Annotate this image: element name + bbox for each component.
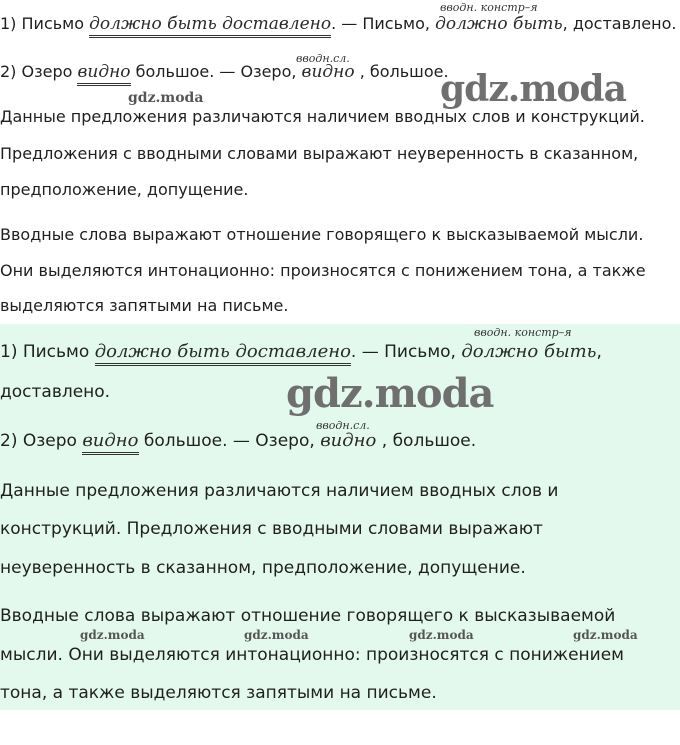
- predicate-phrase: должно быть доставлено: [95, 341, 351, 366]
- sentence-2: [0, 62, 449, 82]
- paragraph-line: предположение, допущение.: [0, 180, 249, 199]
- paragraph-line: Вводные слова выражают отношение говорящего к высказываемой: [0, 606, 616, 626]
- sentence-text: , большое.: [376, 431, 477, 451]
- predicate-word: видно: [77, 62, 130, 86]
- introductory-phrase: должно быть: [461, 341, 597, 362]
- paragraph-line: Данные предложения различаются наличием вводных слов и конструкций.: [0, 107, 645, 126]
- sentence-1-continuation: доставлено.: [0, 382, 111, 402]
- watermark-small: gdz.moda: [244, 628, 309, 642]
- sentence-number: 2) Озеро: [0, 62, 78, 81]
- introductory-phrase: должно быть: [435, 14, 563, 34]
- sentence-1: [0, 14, 676, 34]
- intro-word-note: вводн.сл.: [296, 52, 350, 65]
- paragraph-line: Данные предложения различаются наличием вводных слов и: [0, 481, 559, 501]
- sentence-number: 1) Письмо: [0, 342, 95, 362]
- paragraph-line: Они выделяются интонационно: произносятся с понижением тона, а также: [0, 261, 646, 280]
- intro-construction-note: вводн. констр–я: [474, 326, 572, 339]
- sentence-text: . — Письмо,: [331, 14, 436, 33]
- watermark-small: gdz.moda: [80, 628, 145, 642]
- watermark-small: gdz.moda: [128, 90, 204, 106]
- sentence-1: [0, 341, 602, 362]
- sentence-text: большое. — Озеро,: [130, 62, 302, 81]
- introductory-word: видно: [301, 62, 355, 82]
- sentence-number: 2) Озеро: [0, 431, 83, 451]
- sentence-text: , доставлено.: [562, 14, 677, 33]
- paragraph-line: Вводные слова выражают отношение говорящего к высказываемой мысли.: [0, 225, 644, 244]
- sentence-text: , большое.: [354, 62, 449, 81]
- sentence-2: [0, 430, 476, 451]
- intro-word-note: вводн.сл.: [316, 419, 370, 432]
- watermark-small: gdz.moda: [409, 628, 474, 642]
- predicate-phrase: должно быть доставлено: [89, 14, 331, 38]
- sentence-text: ,: [596, 342, 602, 362]
- sentence-number: 1) Письмо: [0, 14, 90, 33]
- paragraph-line: мысли. Они выделяются интонационно: произносятся с понижением: [0, 645, 624, 665]
- paragraph-line: тона, а также выделяются запятыми на письме.: [0, 683, 437, 703]
- predicate-word: видно: [82, 430, 138, 455]
- paragraph-line: выделяются запятыми на письме.: [0, 296, 289, 315]
- paragraph-line: конструкций. Предложения с вводными словами выражают: [0, 519, 543, 539]
- watermark-large: gdz.moda: [440, 68, 626, 110]
- watermark-small: gdz.moda: [573, 628, 638, 642]
- sentence-text: . — Письмо,: [350, 342, 462, 362]
- watermark-large: gdz.moda: [286, 370, 494, 417]
- paragraph-line: неуверенность в сказанном, предположение, допущение.: [0, 558, 526, 578]
- paragraph-line: Предложения с вводными словами выражают неуверенность в сказанном,: [0, 144, 639, 163]
- sentence-text: большое. — Озеро,: [138, 431, 321, 451]
- intro-construction-note: вводн. констр–я: [440, 1, 538, 14]
- introductory-word: видно: [320, 430, 377, 451]
